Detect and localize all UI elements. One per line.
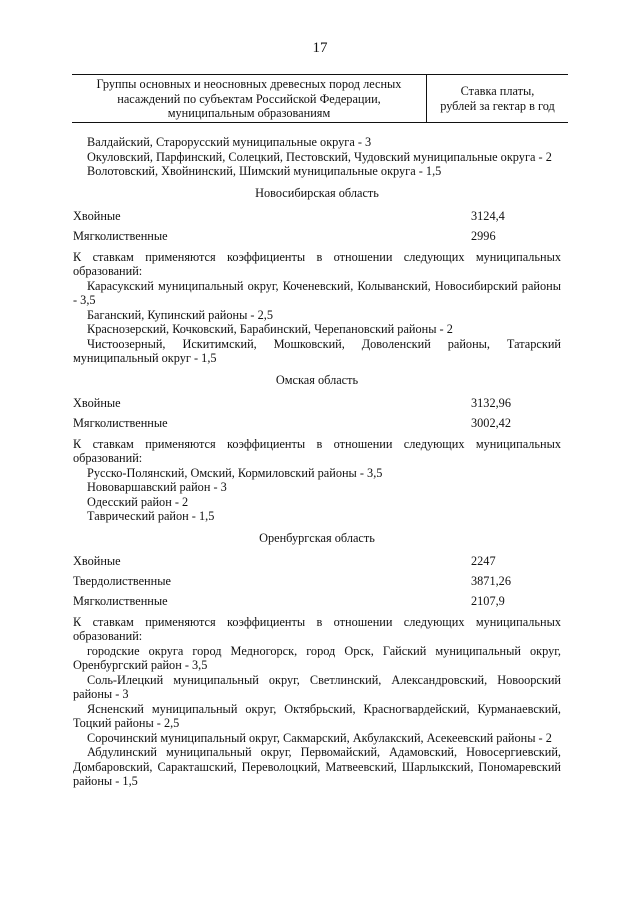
- header-left-line: Группы основных и неосновных древесных пород лесных: [96, 77, 402, 91]
- species-group: Мягколиственные: [73, 229, 168, 243]
- coef-item: Соль-Илецкий муниципальный округ, Светлинский, Александровский, Новоорский районы - 3: [73, 672, 561, 701]
- rate-row: [73, 207, 561, 227]
- coef-item: Таврический район - 1,5: [87, 509, 215, 523]
- coef-intro: К ставкам применяются коэффициенты в отношении следующих муниципальных образований:: [73, 436, 561, 465]
- species-group: Твердолиственные: [73, 574, 171, 588]
- region-title: Новосибирская область: [255, 185, 379, 200]
- intro-item: Окуловский, Парфинский, Солецкий, Пестовский, Чудовский муниципальные округа - 2: [87, 149, 552, 164]
- coef-item: Нововаршавский район - 3: [87, 480, 227, 494]
- rate-row: [73, 592, 561, 612]
- species-group: Хвойные: [73, 209, 121, 223]
- rate-value: 3871,26: [471, 574, 511, 588]
- rate-value: 3002,42: [471, 416, 511, 430]
- coef-item: Русско-Полянский, Омский, Кормиловский районы - 3,5: [87, 465, 383, 480]
- region-title: Омская область: [275, 372, 359, 387]
- coef-item: Абдулинский муниципальный округ, Первомайский, Адамовский, Новосергиевский, Домбаровский, Саракташский, Переволоцкий, Матвеевский, Шарлыкский, Пономаревский районы - 1,5: [73, 745, 561, 788]
- rate-value: 3124,4: [471, 209, 505, 223]
- species-group: Мягколиственные: [73, 594, 168, 608]
- coef-item: Чистоозерный, Искитимский, Мошковский, Доволенский районы, Татарский муниципальный округ - 1,5: [73, 336, 561, 365]
- header-groups-column: [72, 75, 427, 122]
- coef-item: Сорочинский муниципальный округ, Сакмарский, Акбулакский, Асекеевский районы - 2: [87, 730, 552, 745]
- coef-item: Ясненский муниципальный округ, Октябрьский, Красногвардейский, Курманаевский, Тоцкий районы - 2,5: [73, 701, 561, 730]
- rate-row: [73, 572, 561, 592]
- coef-item: городские округа город Медногорск, город Орск, Гайский муниципальный округ, Оренбургский район - 3,5: [73, 643, 561, 672]
- species-group: Хвойные: [73, 396, 121, 410]
- species-group: Мягколиственные: [73, 416, 168, 430]
- coef-item: Одесский район - 2: [87, 494, 189, 509]
- rate-row: [73, 394, 561, 414]
- rate-row: [73, 227, 561, 247]
- rate-value: 2996: [471, 229, 496, 243]
- region-title: Оренбургская область: [259, 530, 375, 545]
- header-rate-column: [427, 75, 568, 122]
- species-group: Хвойные: [73, 554, 121, 568]
- rate-value: 2107,9: [471, 594, 505, 608]
- header-left-line: насаждений по субъектам Российской Федерации,: [117, 91, 381, 106]
- coef-item: Баганский, Купинский районы - 2,5: [87, 307, 273, 322]
- rate-row: [73, 552, 561, 572]
- coef-intro: К ставкам применяются коэффициенты в отношении следующих муниципальных образований:: [73, 249, 561, 278]
- page-number: 17: [312, 40, 328, 56]
- intro-item: Валдайский, Старорусский муниципальные округа - 3: [87, 135, 372, 149]
- header-right-line: Ставка платы,: [460, 84, 535, 98]
- coef-intro: К ставкам применяются коэффициенты в отношении следующих муниципальных образований:: [73, 614, 561, 643]
- rate-value: 2247: [471, 554, 496, 568]
- header-left-line: муниципальным образованиям: [167, 106, 331, 120]
- document-body: [73, 135, 561, 789]
- table-header: [72, 74, 568, 123]
- intro-item: Волотовский, Хвойнинский, Шимский муниципальные округа - 1,5: [87, 164, 442, 178]
- rate-row: [73, 414, 561, 434]
- coef-item: Краснозерский, Кочковский, Барабинский, Черепановский районы - 2: [87, 322, 453, 336]
- coef-item: Карасукский муниципальный округ, Коченевский, Колыванский, Новосибирский районы - 3,5: [73, 278, 561, 307]
- rate-value: 3132,96: [471, 396, 511, 410]
- header-right-line: рублей за гектар в год: [440, 99, 555, 113]
